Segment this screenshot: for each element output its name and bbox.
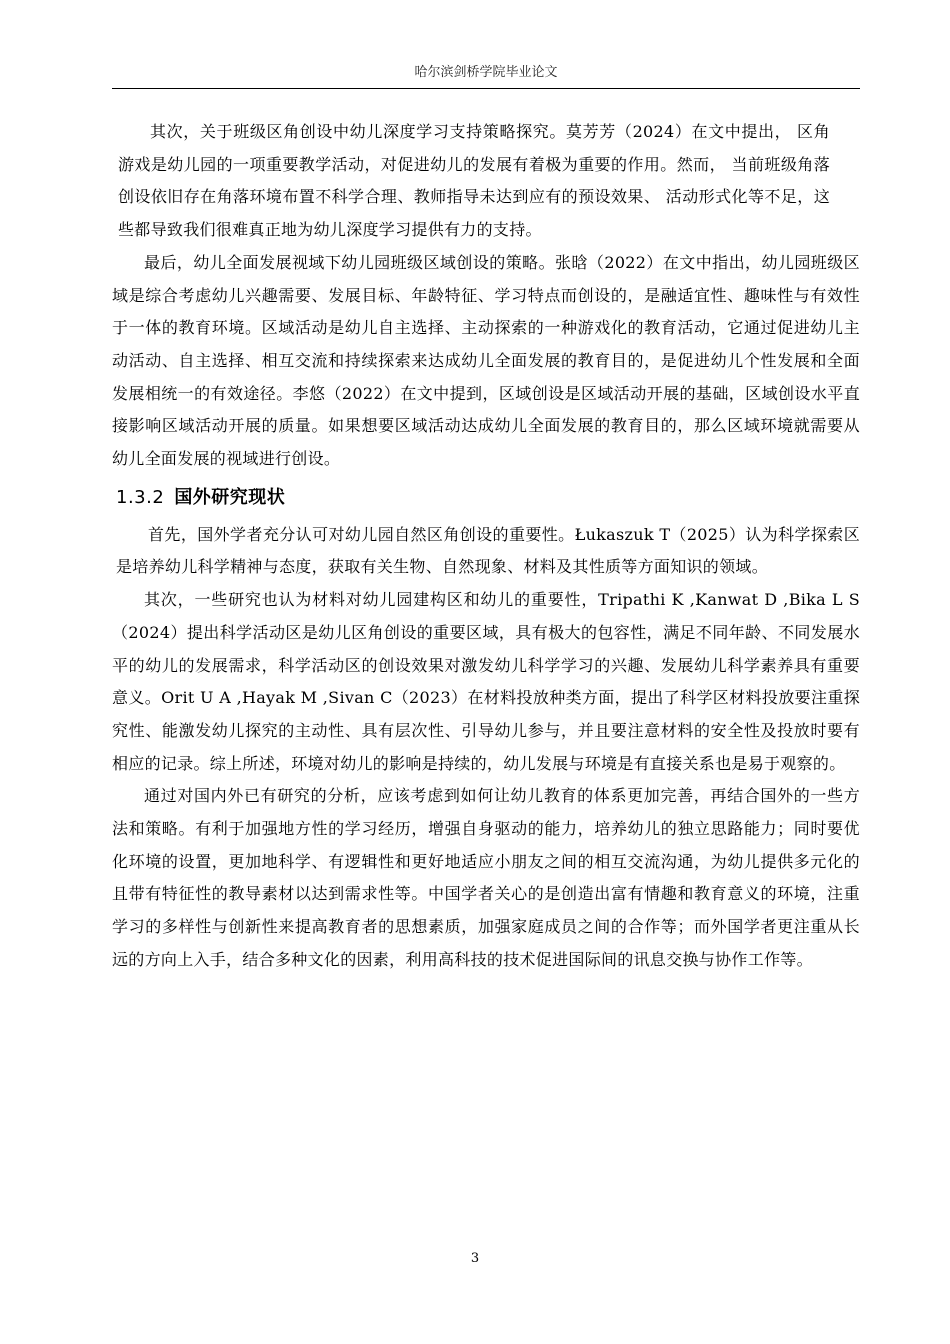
section-number: 1.3.2 (116, 486, 165, 508)
paragraph-3: 首先，国外学者充分认可对幼儿园自然区角创设的重要性。Łukaszuk T（2025）认为科学探索区是培养幼儿科学精神与态度，获取有关生物、自然现象、材料及其性质等方面知识的领域。 (116, 524, 860, 577)
page-number: 3 (470, 1251, 480, 1266)
paragraph-1: 其次，关于班级区角创设中幼儿深度学习支持策略探究。莫芳芳（2024）在文中提出， 区角游戏是幼儿园的一项重要教学活动，对促进幼儿的发展有着极为重要的作用。然而， 当前班级角落创设依旧存在角落环境布置不科学合理、教师指导未达到应有的预设效果、 活动形式化等不足，这些都导致我们很难真正地为幼儿深度学习提供有力的支持。 (118, 122, 830, 240)
paragraph-5: 通过对国内外已有研究的分析，应该考虑到如何让幼儿教育的体系更加完善，再结合国外的一些方法和策略。有利于加强地方性的学习经历，增强自身驱动的能力，培养幼儿的独立思路能力；同时要优化环境的设置，更加地科学、有逻辑性和更好地适应小朋友之间的相互交流沟通，为幼儿提供多元化的且带有特征性的教导素材以达到需求性等。中国学者关心的是创造出富有情趣和教育意义的环境，注重学习的多样性与创新性来提高教育者的思想素质，加强家庭成员之间的合作等；而外国学者更注重从长远的方向上入手，结合多种文化的因素，利用高科技的技术促进国际间的讯息交换与协作工作等。 (112, 786, 860, 969)
section-title: 国外研究现状 (174, 486, 286, 508)
header-divider (112, 88, 860, 89)
paragraph-2: 最后，幼儿全面发展视域下幼儿园班级区域创设的策略。张晗（2022）在文中指出，幼儿园班级区域是综合考虑幼儿兴趣需要、发展目标、年龄特征、学习特点而创设的，是融适宜性、趣味性与有效性于一体的教育环境。区域活动是幼儿自主选择、主动探索的一种游戏化的教育活动，它通过促进幼儿主动活动、自主选择、相互交流和持续探索来达成幼儿全面发展的教育目的，是促进幼儿个性发展和全面发展相统一的有效途径。李悠（2022）在文中提到，区域创设是区域活动开展的基础，区域创设水平直接影响区域活动开展的质量。如果想要区域活动达成幼儿全面发展的教育目的，那么区域环境就需要从幼儿全面发展的视域进行创设。 (112, 252, 860, 469)
paragraph-4: 其次，一些研究也认为材料对幼儿园建构区和幼儿的重要性，Tripathi K ,Kanwat D ,Bika L S（2024）提出科学活动区是幼儿区角创设的重要区域，具有极大的包容性，满足不同年龄、不同发展水平的幼儿的发展需求，科学活动区的创设效果对激发幼儿科学学习的兴趣、发展幼儿科学素养具有重要意义。Orit U A ,Hayak M ,Sivan C（2023）在材料投放种类方面，提出了科学区材料投放要注重探究性、能激发幼儿探究的主动性、具有层次性、引导幼儿参与，并且要注意材料的安全性及投放时要有相应的记录。综上所述，环境对幼儿的影响是持续的，幼儿发展与环境是有直接关系也是易于观察的。 (112, 590, 860, 773)
running-header: 哈尔滨剑桥学院毕业论文 (414, 65, 558, 80)
page-body (112, 116, 860, 977)
section-heading (116, 481, 860, 515)
